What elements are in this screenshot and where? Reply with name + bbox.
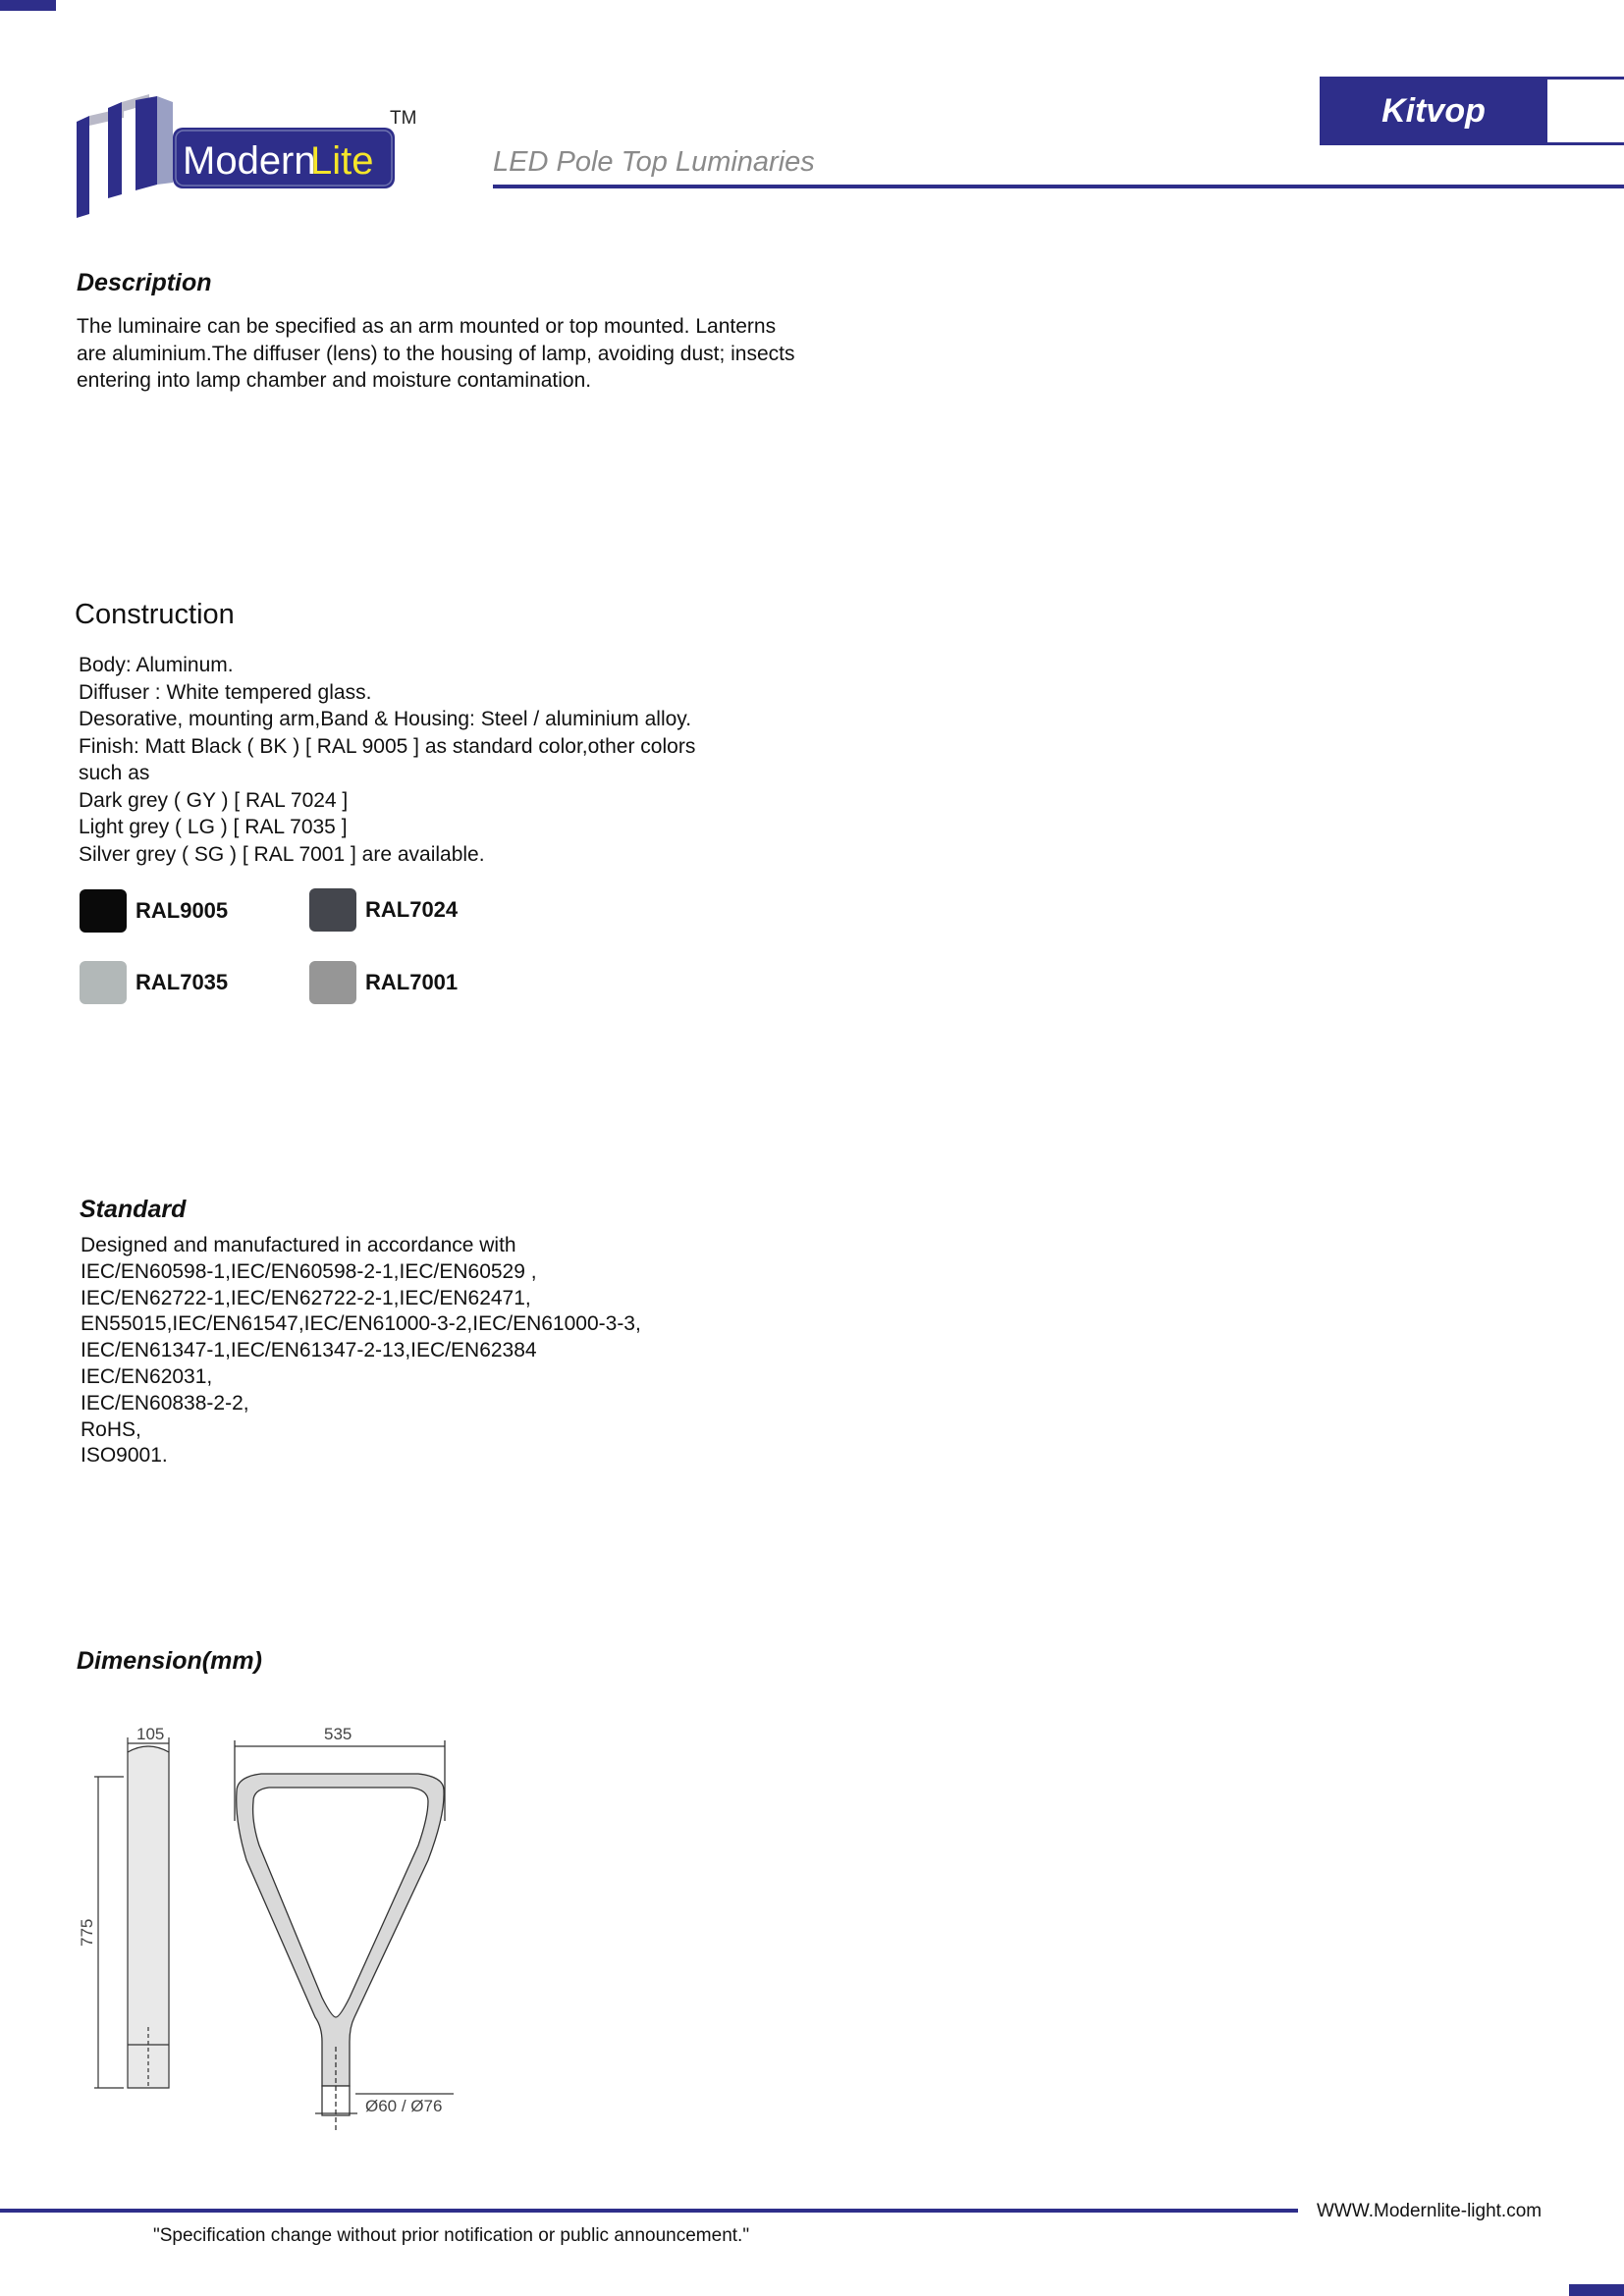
header-divider xyxy=(493,185,1624,188)
standard-body xyxy=(81,1233,641,1469)
description-body xyxy=(77,313,862,395)
construction-line: Light grey ( LG ) [ RAL 7035 ] xyxy=(79,816,348,838)
construction-body xyxy=(79,652,695,868)
product-name: Kitvop xyxy=(1320,77,1547,145)
dimension-drawing xyxy=(65,1723,477,2145)
construction-line: Finish: Matt Black ( BK ) [ RAL 9005 ] as standard color,other colors xyxy=(79,734,696,758)
corner-accent-bottom xyxy=(1569,2284,1624,2296)
color-swatch-ral7035 xyxy=(80,960,228,1005)
description-line: are aluminium.The diffuser (lens) to the housing of lamp, avoiding dust; insects xyxy=(77,342,795,365)
description-line: entering into lamp chamber and moisture contamination. xyxy=(77,369,592,392)
standard-line: ISO9001. xyxy=(81,1444,168,1468)
dim-diameter: Ø60 / Ø76 xyxy=(365,2097,443,2115)
dim-height: 775 xyxy=(78,1918,96,1947)
standard-line: EN55015,IEC/EN61547,IEC/EN61000-3-2,IEC/EN61000-3-3, xyxy=(81,1312,641,1336)
front-view xyxy=(235,1740,454,2130)
standard-line: IEC/EN62031, xyxy=(81,1364,213,1388)
standard-line: IEC/EN60598-1,IEC/EN60598-2-1,IEC/EN60529 , xyxy=(81,1259,537,1283)
construction-line: Diffuser : White tempered glass. xyxy=(79,680,372,704)
swatch-label: RAL7035 xyxy=(135,970,229,994)
website-link[interactable]: WWW.Modernlite-light.com xyxy=(1317,2201,1543,2221)
standard-line: Designed and manufactured in accordance with xyxy=(81,1234,516,1256)
description-title: Description xyxy=(77,269,212,296)
swatch-chip xyxy=(80,889,127,933)
construction-line: Desorative, mounting arm,Band & Housing: Steel / aluminium alloy. xyxy=(79,708,692,730)
color-swatch-ral7001 xyxy=(309,960,458,1005)
logo-text-lite: Lite xyxy=(310,139,374,183)
swatch-label: RAL9005 xyxy=(135,898,229,923)
swatch-label: RAL7024 xyxy=(365,897,459,922)
dim-width-front: 535 xyxy=(324,1725,352,1743)
construction-line: Silver grey ( SG ) [ RAL 7001 ] are available. xyxy=(79,842,485,866)
swatch-chip xyxy=(80,961,127,1004)
description-line: The luminaire can be specified as an arm mounted or top mounted. Lanterns xyxy=(77,315,777,338)
side-view xyxy=(94,1737,169,2088)
standard-line: IEC/EN62722-1,IEC/EN62722-2-1,IEC/EN62471, xyxy=(81,1286,531,1309)
standard-title: Standard xyxy=(80,1196,187,1223)
construction-title: Construction xyxy=(75,599,235,630)
dimension-title: Dimension(mm) xyxy=(77,1647,262,1675)
dim-width-side: 105 xyxy=(136,1725,165,1743)
color-swatch-ral9005 xyxy=(80,888,228,934)
page-subtitle: LED Pole Top Luminaries xyxy=(493,146,815,178)
corner-accent-top xyxy=(0,0,56,11)
construction-line: such as xyxy=(79,762,150,784)
modernlite-logo xyxy=(75,94,428,218)
trademark: TM xyxy=(390,108,417,129)
swatch-chip xyxy=(309,961,356,1004)
standard-line: IEC/EN61347-1,IEC/EN61347-2-13,IEC/EN62384 xyxy=(81,1339,537,1362)
construction-line: Dark grey ( GY ) [ RAL 7024 ] xyxy=(79,788,349,812)
logo-text-modern: Modern xyxy=(183,139,316,183)
color-swatch-ral7024 xyxy=(309,887,458,933)
footer-divider xyxy=(0,2209,1298,2213)
construction-line: Body: Aluminum. xyxy=(79,654,234,676)
disclaimer: "Specification change without prior notification or public announcement." xyxy=(153,2225,750,2246)
swatch-chip xyxy=(309,888,356,932)
standard-line: IEC/EN60838-2-2, xyxy=(81,1391,249,1415)
swatch-label: RAL7001 xyxy=(365,970,459,994)
standard-line: RoHS, xyxy=(81,1417,141,1441)
product-box-edge xyxy=(1547,77,1624,145)
